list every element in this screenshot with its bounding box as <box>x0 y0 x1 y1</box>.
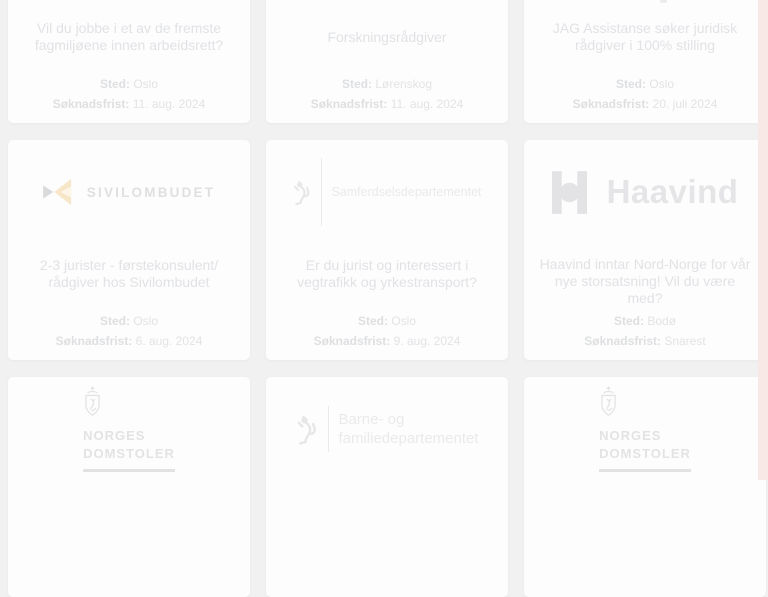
job-card-grid <box>8 0 766 597</box>
job-location: Sted: Oslo <box>99 314 159 328</box>
job-meta <box>8 77 250 111</box>
domstoler-logo-underline <box>599 469 691 472</box>
job-location: Sted: Oslo <box>615 77 675 91</box>
norges-domstoler-logo <box>8 383 250 475</box>
job-meta <box>524 314 766 348</box>
barne-og-familiedepartementet-logo <box>266 383 508 475</box>
department-logo-text: Samferdselsdepartementet <box>331 185 482 199</box>
job-card-forskningsradgiver[interactable] <box>266 0 508 123</box>
norges-domstoler-logo <box>524 383 766 475</box>
norges-domstoler-crest-icon <box>599 386 618 418</box>
job-deadline: Søknadsfrist: 6. aug. 2024 <box>55 334 203 348</box>
job-card-arbeidsrett[interactable] <box>8 0 250 123</box>
job-title: Haavind inntar Nord-Norge for vår nye storsatsning! Vil du være med? <box>539 256 751 306</box>
right-edge-strip <box>758 0 768 480</box>
norges-domstoler-crest-icon <box>83 386 102 418</box>
job-title: 2-3 jurister - førstekonsulent/ rådgiver hos Sivilombudet <box>39 257 219 290</box>
job-card-sivilombudet[interactable] <box>8 140 250 360</box>
domstoler-logo-text-bottom: DOMSTOLER <box>83 446 175 461</box>
job-card-jag-assistanse[interactable] <box>524 0 766 123</box>
logo-divider <box>328 406 329 452</box>
job-meta <box>8 314 250 348</box>
domstoler-logo-text-top: NORGES <box>83 428 146 443</box>
job-deadline: Søknadsfrist: Snarest <box>584 334 706 348</box>
job-deadline: Søknadsfrist: 9. aug. 2024 <box>313 334 461 348</box>
haavind-logo <box>524 146 766 238</box>
sivilombudet-logo <box>8 146 250 238</box>
domstoler-logo-text-bottom: DOMSTOLER <box>599 446 691 461</box>
job-location: Sted: Oslo <box>99 77 159 91</box>
job-title: Forskningsrådgiver <box>327 28 447 45</box>
department-logo-text: Barne- og familiedepartementet <box>338 411 479 447</box>
job-card-norges-domstoler-1[interactable] <box>8 377 250 597</box>
job-meta <box>524 77 766 111</box>
job-card-barne-og-familiedepartementet[interactable] <box>266 377 508 597</box>
cropped-logo-fragment <box>660 0 667 3</box>
job-card-haavind[interactable] <box>524 140 766 360</box>
job-card-norges-domstoler-2[interactable] <box>524 377 766 597</box>
samferdselsdepartementet-logo <box>266 146 508 238</box>
job-title: JAG Assistanse søker juridisk rådgiver i 100% stilling <box>552 20 738 53</box>
norwegian-lion-icon <box>292 179 311 206</box>
job-meta <box>266 314 508 348</box>
job-location: Sted: Lørenskog <box>341 77 433 91</box>
job-card-samferdselsdepartementet[interactable] <box>266 140 508 360</box>
sivilombudet-double-chevron-icon <box>43 178 75 206</box>
domstoler-logo-underline <box>83 469 175 472</box>
domstoler-logo-text-top: NORGES <box>599 428 662 443</box>
haavind-logo-text: Haavind <box>606 173 739 210</box>
job-deadline: Søknadsfrist: 11. aug. 2024 <box>52 97 206 111</box>
sivilombudet-logo-text: SIVILOMBUDET <box>86 184 216 200</box>
logo-divider <box>321 158 322 226</box>
job-title: Vil du jobbe i et av de fremste fagmiljøene innen arbeidsrett? <box>34 20 224 53</box>
job-title: Er du jurist og interessert i vegtrafikk og yrkestransport? <box>297 257 477 290</box>
norwegian-lion-icon <box>295 414 318 445</box>
job-location: Sted: Bodø <box>613 314 677 328</box>
job-meta <box>266 77 508 111</box>
haavind-h-mark-icon <box>552 171 587 214</box>
job-deadline: Søknadsfrist: 11. aug. 2024 <box>310 97 464 111</box>
job-deadline: Søknadsfrist: 20. juli 2024 <box>572 97 718 111</box>
job-location: Sted: Oslo <box>357 314 417 328</box>
